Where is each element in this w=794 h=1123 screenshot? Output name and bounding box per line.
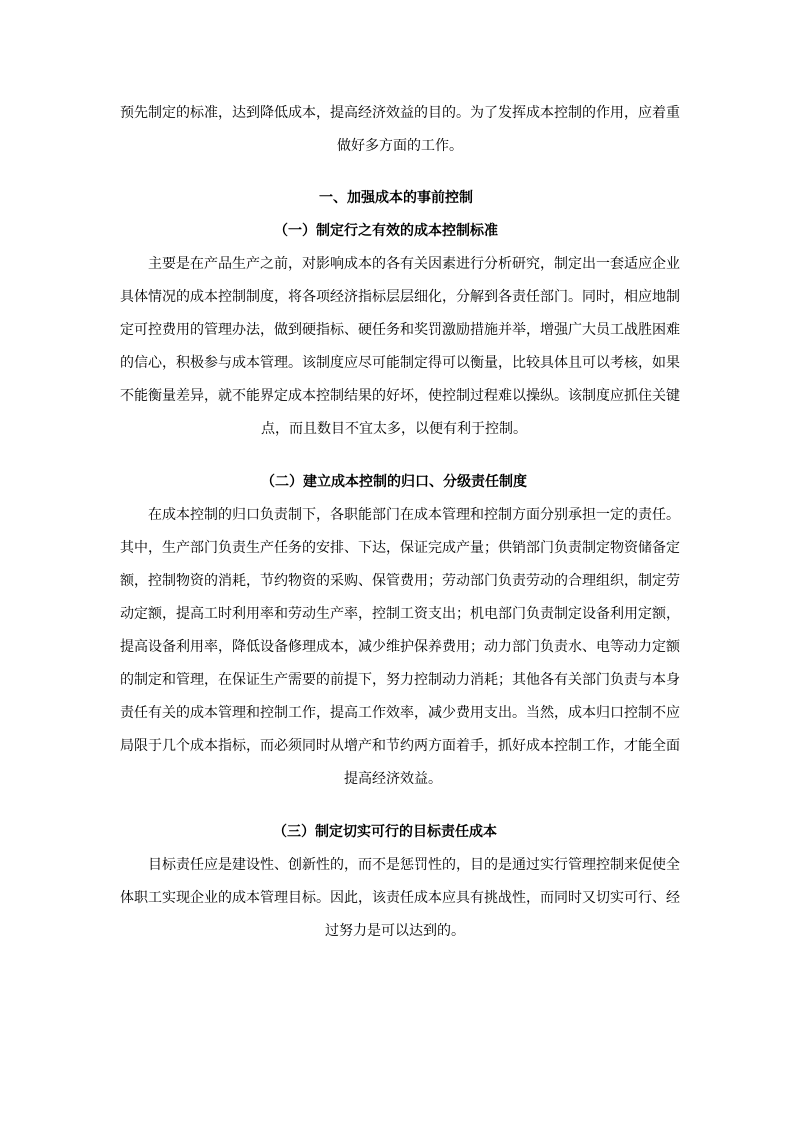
paragraph-line: 定可控费用的管理办法，做到硬指标、硬任务和奖罚激励措施并举，增强广大员工战胜困难 bbox=[120, 322, 680, 338]
section-heading: 一、加强成本的事前控制 bbox=[319, 190, 473, 206]
paragraph-line: 在成本控制的归口负责制下，各职能部门在成本管理和控制方面分别承担一定的责任。 bbox=[148, 507, 680, 523]
paragraph-line: 预先制定的标准，达到降低成本，提高经济效益的目的。为了发挥成本控制的作用，应着重 bbox=[120, 105, 680, 121]
paragraph-line: 局限于几个成本指标，而必须同时从增产和节约两方面着手，抓好成本控制工作，才能全面 bbox=[120, 738, 680, 754]
paragraph-line: 其中，生产部门负责生产任务的安排、下达，保证完成产量；供销部门负责制定物资储备定 bbox=[120, 540, 680, 556]
paragraph-line: 动定额，提高工时利用率和劳动生产率，控制工资支出；机电部门负责制定设备利用定额， bbox=[120, 606, 680, 622]
paragraph-line: 体职工实现企业的成本管理目标。因此，该责任成本应具有挑战性，而同时又切实可行、经 bbox=[120, 890, 680, 906]
paragraph-line: 的信心，积极参与成本管理。该制度应尽可能制定得可以衡量，比较具体且可以考核，如果 bbox=[120, 355, 680, 371]
paragraph-line: 提高设备利用率，降低设备修理成本，减少维护保养费用；动力部门负责水、电等动力定额 bbox=[120, 639, 680, 655]
paragraph-line: 点，而且数目不宜太多，以便有利于控制。 bbox=[261, 421, 527, 437]
paragraph-line: 过努力是可以达到的。 bbox=[325, 923, 465, 939]
paragraph-line: 做好多方面的工作。 bbox=[337, 138, 463, 154]
subsection-heading: （三）制定切实可行的目标责任成本 bbox=[273, 824, 497, 840]
paragraph-line: 额，控制物资的消耗，节约物资的采购、保管费用；劳动部门负责劳动的合理组织，制定劳 bbox=[120, 573, 680, 589]
subsection-heading: （二）建立成本控制的归口、分级责任制度 bbox=[261, 474, 527, 490]
paragraph-line: 主要是在产品生产之前，对影响成本的各有关因素进行分析研究，制定出一套适应企业 bbox=[148, 256, 680, 272]
paragraph-line: 目标责任应是建设性、创新性的，而不是惩罚性的，目的是通过实行管理控制来促使全 bbox=[148, 857, 680, 873]
paragraph-line: 具体情况的成本控制制度，将各项经济指标层层细化，分解到各责任部门。同时，相应地制 bbox=[120, 289, 680, 305]
paragraph-line: 不能衡量差异，就不能界定成本控制结果的好坏，使控制过程难以操纵。该制度应抓住关键 bbox=[120, 388, 680, 404]
paragraph-line: 的制定和管理，在保证生产需要的前提下，努力控制动力消耗；其他各有关部门负责与本身 bbox=[120, 672, 680, 688]
subsection-heading: （一）制定行之有效的成本控制标准 bbox=[274, 223, 498, 239]
paragraph-line: 责任有关的成本管理和控制工作，提高工作效率，减少费用支出。当然，成本归口控制不应 bbox=[120, 705, 680, 721]
paragraph-line: 提高经济效益。 bbox=[344, 771, 442, 787]
